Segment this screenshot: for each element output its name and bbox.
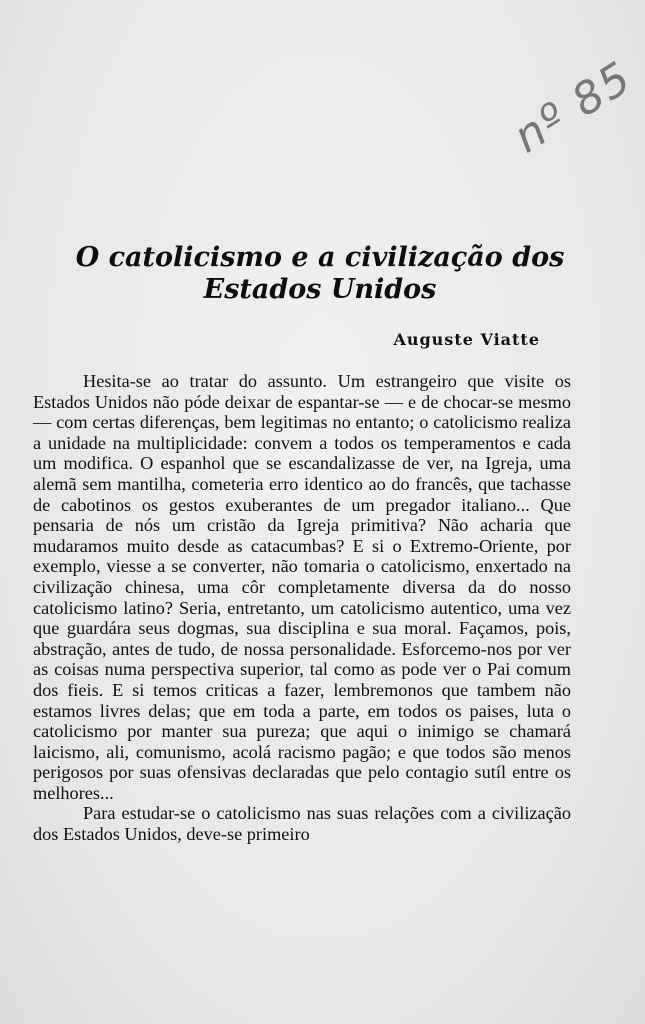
article-author: Auguste Viatte [393, 330, 540, 349]
paragraph: Para estudar-se o catolicismo nas suas relações com a civilização dos Estados Unidos, deve-se primeiro [33, 803, 571, 845]
article-title: O catolicismo e a civilização dos Estados Unidos [75, 242, 565, 305]
handwritten-note: nº 85 [505, 51, 642, 164]
article-body [33, 371, 571, 845]
paragraph: Hesita-se ao tratar do assunto. Um estrangeiro que visite os Estados Unidos não póde deixar de espantar-se — e de chocar-se mesmo — com certas diferenças, bem legitimas no entanto; o catolicismo realiza a unidade na multiplicidade: convem a todos os temperamentos e cada um modifica. O espanhol que se escandalizasse de ver, na Igreja, uma alemã sem mantilha, cometeria erro identico ao do francês, que tachasse de cabotinos os gestos exuberantes de um pregador italiano... Que pensaria de nós um cristão da Igreja primitiva? Não acharia que mudaramos muito desde as catacumbas? E si o Extremo-Oriente, por exemplo, viesse a se converter, não tomaria o catolicismo, enxertado na civilização chinesa, uma côr completamente diversa da do nosso catolicismo latino? Seria, entretanto, um catolicismo autentico, uma vez que guardára seus dogmas, sua disciplina e sua moral. Façamos, pois, abstração, antes de tudo, de nossa personalidade. Esforcemo-nos por ver as coisas numa perspectiva superior, tal como as pode ver o Pai comum dos fieis. E si temos criticas a fazer, lembremonos que tambem não estamos livres delas; que em toda a parte, em todos os paises, luta o catolicismo por manter sua pureza; que aqui o inimigo se chamará laicismo, ali, comunismo, acolá racismo pagão; e que todos são menos perigosos por suas ofensivas declaradas que pelo contagio sutíl entre os melhores... [33, 371, 571, 803]
